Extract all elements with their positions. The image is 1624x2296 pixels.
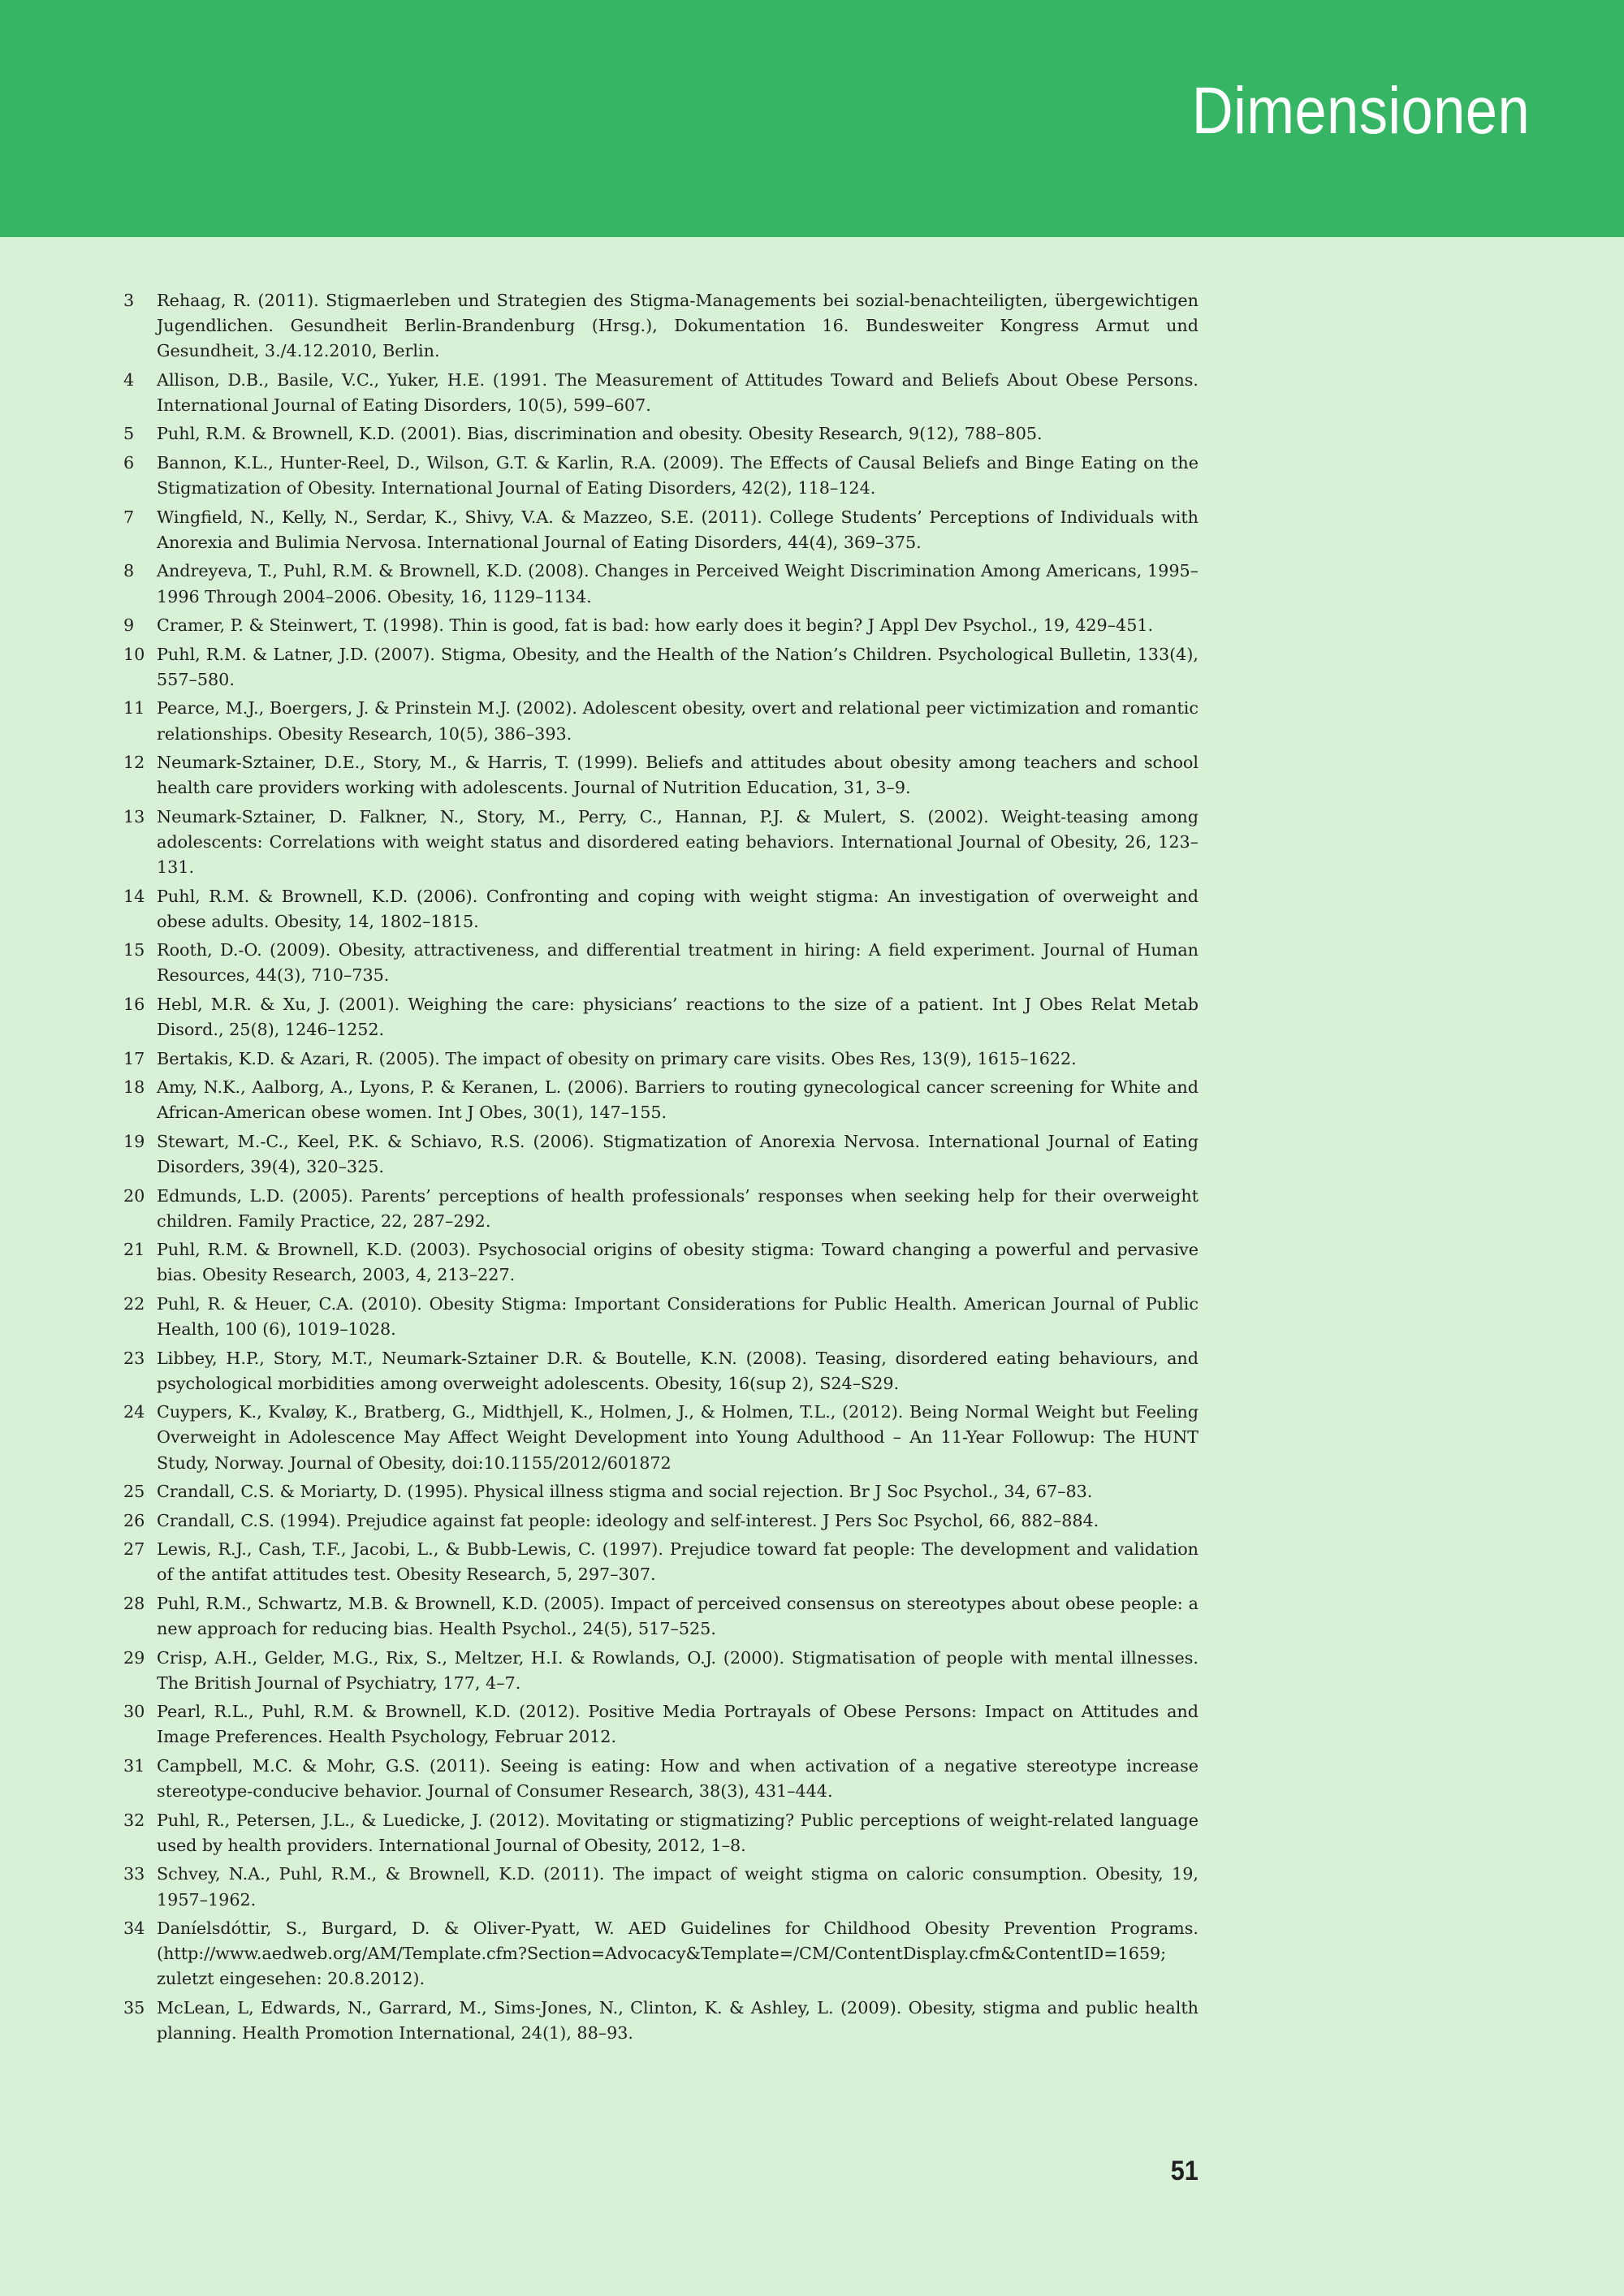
reference-text: Pearl, R.L., Puhl, R.M. & Brownell, K.D. (2012). Positive Media Portrayals of Obese Persons: Impact on Attitudes and Image Preferences. Health Psychology, Februar 2012. <box>157 1702 1199 1747</box>
reference-number: 31 <box>123 1756 145 1776</box>
reference-text: Cramer, P. & Steinwert, T. (1998). Thin is good, fat is bad: how early does it begin? J Appl Dev Psychol., 19, 429–451. <box>157 615 1154 636</box>
reference-item <box>123 805 1199 880</box>
reference-text: Rehaag, R. (2011). Stigmaerleben und Strategien des Stigma-Managements bei sozial-benachteiligten, übergewichtigen Jugendlichen. Gesundheit Berlin-Brandenburg (Hrsg.), Dokumentation 16. Bundesweiter Kongress Armut und Gesundheit, 3./4.12.2010, Berlin. <box>157 291 1199 361</box>
reference-number: 13 <box>123 806 145 826</box>
reference-number: 30 <box>123 1702 145 1722</box>
reference-item <box>123 1996 1199 2046</box>
reference-item <box>123 288 1199 364</box>
reference-item <box>123 421 1199 447</box>
reference-number: 35 <box>123 1997 145 2018</box>
reference-number: 25 <box>123 1482 145 1502</box>
reference-text: Amy, N.K., Aalborg, A., Lyons, P. & Keranen, L. (2006). Barriers to routing gynecological cancer screening for White and African-American obese women. Int J Obes, 30(1), 147–155. <box>157 1077 1199 1123</box>
reference-number: 24 <box>123 1402 145 1422</box>
section-title: Dimensionen <box>1191 74 1530 148</box>
reference-number: 5 <box>123 424 135 444</box>
reference-number: 3 <box>123 291 135 310</box>
reference-item <box>123 1754 1199 1804</box>
reference-text: Puhl, R. & Heuer, C.A. (2010). Obesity Stigma: Important Considerations for Public Health. American Journal of Public Health, 100 (6), 1019–1028. <box>157 1293 1199 1340</box>
reference-item <box>123 1184 1199 1234</box>
reference-number: 14 <box>123 886 145 906</box>
reference-number: 10 <box>123 644 145 664</box>
reference-number: 21 <box>123 1240 145 1260</box>
reference-number: 33 <box>123 1864 145 1884</box>
reference-text: Crisp, A.H., Gelder, M.G., Rix, S., Meltzer, H.I. & Rowlands, O.J. (2000). Stigmatisation of people with mental illnesses. The British Journal of Psychiatry, 177, 4–7. <box>157 1647 1199 1693</box>
reference-text: Cuypers, K., Kvaløy, K., Bratberg, G., Midthjell, K., Holmen, J., & Holmen, T.L., (2012). Being Normal Weight but Feeling Overweight in Adolescence May Affect Weight Development into Young Adulthood – An 11-Year Followup: The HUNT Study, Norway. Journal of Obesity, doi:10.1155/2012/601872 <box>157 1402 1199 1473</box>
reference-text: Pearce, M.J., Boergers, J. & Prinstein M.J. (2002). Adolescent obesity, overt and relational peer victimization and romantic relationships. Obesity Research, 10(5), 386–393. <box>157 698 1199 744</box>
reference-text: Andreyeva, T., Puhl, R.M. & Brownell, K.D. (2008). Changes in Perceived Weight Discrimination Among Americans, 1995–1996 Through 2004–2006. Obesity, 16, 1129–1134. <box>157 561 1199 606</box>
reference-item <box>123 1292 1199 1342</box>
header-banner <box>0 0 1624 237</box>
reference-number: 20 <box>123 1185 145 1206</box>
reference-item <box>123 992 1199 1042</box>
reference-item <box>123 1699 1199 1750</box>
reference-number: 4 <box>123 369 135 390</box>
reference-number: 8 <box>123 561 135 581</box>
reference-number: 23 <box>123 1348 145 1368</box>
reference-text: Puhl, R.M. & Latner, J.D. (2007). Stigma, Obesity, and the Health of the Nation’s Children. Psychological Bulletin, 133(4), 557–580. <box>157 644 1199 689</box>
reference-number: 7 <box>123 507 135 527</box>
reference-text: Rooth, D.-O. (2009). Obesity, attractiveness, and differential treatment in hiring: A field experiment. Journal of Human Resources, 44(3), 710–735. <box>157 940 1199 986</box>
reference-number: 18 <box>123 1077 145 1098</box>
reference-number: 26 <box>123 1510 145 1530</box>
reference-number: 16 <box>123 994 145 1014</box>
reference-number: 15 <box>123 940 145 960</box>
reference-text: Crandall, C.S. (1994). Prejudice against fat people: ideology and self-interest. J Pers Soc Psychol, 66, 882–884. <box>157 1510 1099 1530</box>
reference-item <box>123 451 1199 501</box>
reference-text: Puhl, R.M. & Brownell, K.D. (2001). Bias, discrimination and obesity. Obesity Research, 9(12), 788–805. <box>157 424 1043 444</box>
reference-item <box>123 1537 1199 1587</box>
reference-item <box>123 1508 1199 1534</box>
reference-item <box>123 1479 1199 1504</box>
reference-text: Allison, D.B., Basile, V.C., Yuker, H.E. (1991. The Measurement of Attitudes Toward and Beliefs About Obese Persons. International Journal of Eating Disorders, 10(5), 599–607. <box>157 369 1199 415</box>
reference-item <box>123 559 1199 609</box>
reference-item <box>123 1346 1199 1396</box>
reference-number: 28 <box>123 1594 145 1613</box>
reference-text: Crandall, C.S. & Moriarty, D. (1995). Physical illness stigma and social rejection. Br J Soc Psychol., 34, 67–83. <box>157 1482 1093 1502</box>
reference-number: 22 <box>123 1293 145 1314</box>
reference-number: 11 <box>123 698 145 719</box>
reference-text: Puhl, R.M. & Brownell, K.D. (2003). Psychosocial origins of obesity stigma: Toward changing a powerful and pervasive bias. Obesity Research, 2003, 4, 213–227. <box>157 1240 1199 1285</box>
page-number: 51 <box>1170 2156 1199 2186</box>
reference-list <box>123 288 1199 2050</box>
reference-number: 12 <box>123 753 145 773</box>
reference-text: Wingfield, N., Kelly, N., Serdar, K., Shivy, V.A. & Mazzeo, S.E. (2011). College Students’ Perceptions of Individuals with Anorexia and Bulimia Nervosa. International Journal of Eating Disorders, 44(4), 369–375. <box>157 507 1199 552</box>
reference-text: Libbey, H.P., Story, M.T., Neumark-Sztainer D.R. & Boutelle, K.N. (2008). Teasing, disordered eating behaviours, and psychological morbidities among overweight adolescents. Obesity, 16(sup 2), S24–S29. <box>157 1348 1199 1393</box>
reference-text: Puhl, R.M., Schwartz, M.B. & Brownell, K.D. (2005). Impact of perceived consensus on stereotypes about obese people: a new approach for reducing bias. Health Psychol., 24(5), 517–525. <box>157 1594 1199 1639</box>
reference-number: 27 <box>123 1539 145 1560</box>
reference-text: Stewart, M.-C., Keel, P.K. & Schiavo, R.S. (2006). Stigmatization of Anorexia Nervosa. International Journal of Eating Disorders, 39(4), 320–325. <box>157 1131 1199 1176</box>
reference-text: Edmunds, L.D. (2005). Parents’ perceptions of health professionals’ responses when seeking help for their overweight children. Family Practice, 22, 287–292. <box>157 1185 1199 1231</box>
reference-item <box>123 1129 1199 1180</box>
reference-item <box>123 1808 1199 1858</box>
reference-number: 19 <box>123 1131 145 1151</box>
reference-item <box>123 1646 1199 1696</box>
reference-number: 29 <box>123 1647 145 1668</box>
reference-number: 34 <box>123 1918 145 1939</box>
reference-text: Puhl, R., Petersen, J.L., & Luedicke, J. (2012). Movitating or stigmatizing? Public perceptions of weight-related language used by health providers. International Journal of Obesity, 2012, 1–8. <box>157 1810 1199 1855</box>
reference-item <box>123 1862 1199 1912</box>
reference-text: Schvey, N.A., Puhl, R.M., & Brownell, K.D. (2011). The impact of weight stigma on caloric consumption. Obesity, 19, 1957–1962. <box>157 1864 1199 1910</box>
reference-text: Neumark-Sztainer, D. Falkner, N., Story, M., Perry, C., Hannan, P.J. & Mulert, S. (2002). Weight-teasing among adolescents: Correlations with weight status and disordered eating behaviors. International Journal of Obesity, 26, 123–131. <box>157 806 1199 877</box>
reference-text: Bertakis, K.D. & Azari, R. (2005). The impact of obesity on primary care visits. Obes Res, 13(9), 1615–1622. <box>157 1048 1077 1068</box>
reference-item <box>123 750 1199 801</box>
reference-item <box>123 505 1199 555</box>
reference-item <box>123 1591 1199 1642</box>
reference-text: Puhl, R.M. & Brownell, K.D. (2006). Confronting and coping with weight stigma: An investigation of overweight and obese adults. Obesity, 14, 1802–1815. <box>157 886 1199 931</box>
reference-item <box>123 1075 1199 1125</box>
reference-item <box>123 1400 1199 1475</box>
reference-text: Bannon, K.L., Hunter-Reel, D., Wilson, G.T. & Karlin, R.A. (2009). The Effects of Causal Beliefs and Binge Eating on the Stigmatization of Obesity. International Journal of Eating Disorders, 42(2), 118–124. <box>157 453 1199 498</box>
reference-number: 17 <box>123 1048 145 1068</box>
reference-text: Hebl, M.R. & Xu, J. (2001). Weighing the care: physicians’ reactions to the size of a patient. Int J Obes Relat Metab Disord., 25(8), 1246–1252. <box>157 994 1199 1040</box>
reference-item <box>123 884 1199 934</box>
reference-text: Campbell, M.C. & Mohr, G.S. (2011). Seeing is eating: How and when activation of a negative stereotype increase stereotype-conducive behavior. Journal of Consumer Research, 38(3), 431–444. <box>157 1756 1199 1802</box>
reference-text: Daníelsdóttir, S., Burgard, D. & Oliver-Pyatt, W. AED Guidelines for Childhood Obesity Prevention Programs. (http://www.aedweb.org/AM/Template.cfm?Section=Advocacy&Template=/CM/ContentDisplay.cfm&ContentID=1659; zuletzt eingesehen: 20.8.2012). <box>157 1918 1199 1989</box>
reference-item <box>123 1237 1199 1288</box>
reference-number: 32 <box>123 1810 145 1830</box>
reference-item <box>123 368 1199 418</box>
reference-number: 6 <box>123 453 135 473</box>
reference-item <box>123 613 1199 638</box>
reference-text: McLean, L, Edwards, N., Garrard, M., Sims-Jones, N., Clinton, K. & Ashley, L. (2009). Obesity, stigma and public health planning. Health Promotion International, 24(1), 88–93. <box>157 1997 1199 2043</box>
reference-item <box>123 642 1199 693</box>
reference-text: Neumark-Sztainer, D.E., Story, M., & Harris, T. (1999). Beliefs and attitudes about obesity among teachers and school health care providers working with adolescents. Journal of Nutrition Education, 31, 3–9. <box>157 753 1199 798</box>
reference-item <box>123 1916 1199 1992</box>
reference-item <box>123 696 1199 746</box>
reference-item <box>123 1047 1199 1072</box>
reference-text: Lewis, R.J., Cash, T.F., Jacobi, L., & Bubb-Lewis, C. (1997). Prejudice toward fat people: The development and validation of the antifat attitudes test. Obesity Research, 5, 297–307. <box>157 1539 1199 1585</box>
reference-number: 9 <box>123 615 135 636</box>
reference-item <box>123 938 1199 988</box>
